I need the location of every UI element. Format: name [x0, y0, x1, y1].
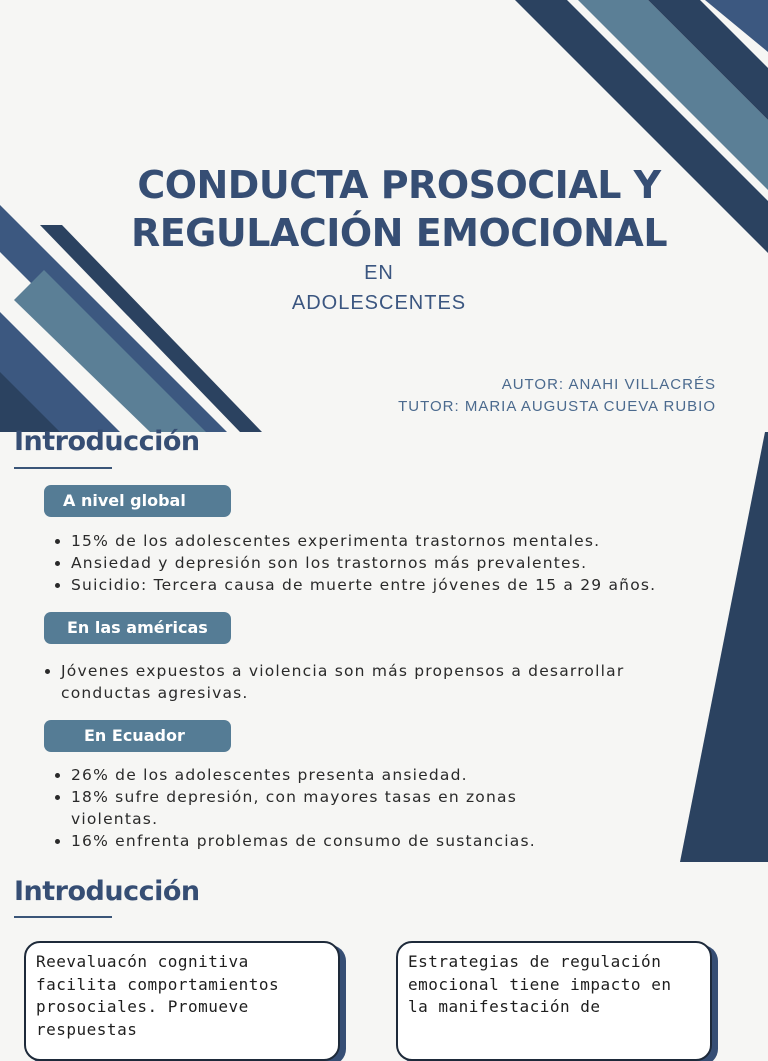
author-line: AUTOR: ANAHI VILLACRÉS: [501, 376, 716, 393]
page-title-line-1: CONDUCTA PROSOCIAL Y: [137, 163, 661, 207]
intro-heading-2: Introducción: [14, 876, 200, 907]
list-item: Suicidio: Tercera causa de muerte entre jóvenes de 15 a 29 años.: [55, 574, 715, 596]
right-panel-shape: [680, 432, 768, 862]
page-title-line-2: REGULACIÓN EMOCIONAL: [130, 211, 668, 255]
subtitle-line-1: EN: [364, 262, 394, 284]
subtitle-line-2: ADOLESCENTES: [291, 292, 467, 314]
list-item: Ansiedad y depresión son los trastornos más prevalentes.: [55, 552, 715, 574]
heading-underline-2: [14, 916, 112, 918]
americas-list: [45, 660, 685, 704]
tutor-line: TUTOR: MARIA AUGUSTA CUEVA RUBIO: [398, 398, 716, 415]
ecuador-list: [55, 764, 575, 852]
list-item: 26% de los adolescentes presenta ansiedad.: [55, 764, 575, 786]
list-item: Jóvenes expuestos a violencia son más propensos a desarrollar conductas agresivas.: [45, 660, 685, 704]
list-item: 18% sufre depresión, con mayores tasas en zonas violentas.: [55, 786, 575, 830]
info-card-left: Reevaluacón cognitiva facilita comportamientos prosociales. Promueve respuestas: [24, 941, 340, 1061]
list-item: 16% enfrenta problemas de consumo de sustancias.: [55, 830, 575, 852]
label-ecuador: En Ecuador: [44, 720, 231, 752]
heading-underline: [14, 467, 112, 469]
label-americas: En las américas: [44, 612, 231, 644]
intro-heading: Introducción: [14, 426, 200, 457]
list-item: 15% de los adolescentes experimenta trastornos mentales.: [55, 530, 715, 552]
label-global: A nivel global: [44, 485, 231, 517]
global-list: [55, 530, 715, 596]
info-card-right: Estrategias de regulación emocional tiene impacto en la manifestación de: [396, 941, 712, 1061]
